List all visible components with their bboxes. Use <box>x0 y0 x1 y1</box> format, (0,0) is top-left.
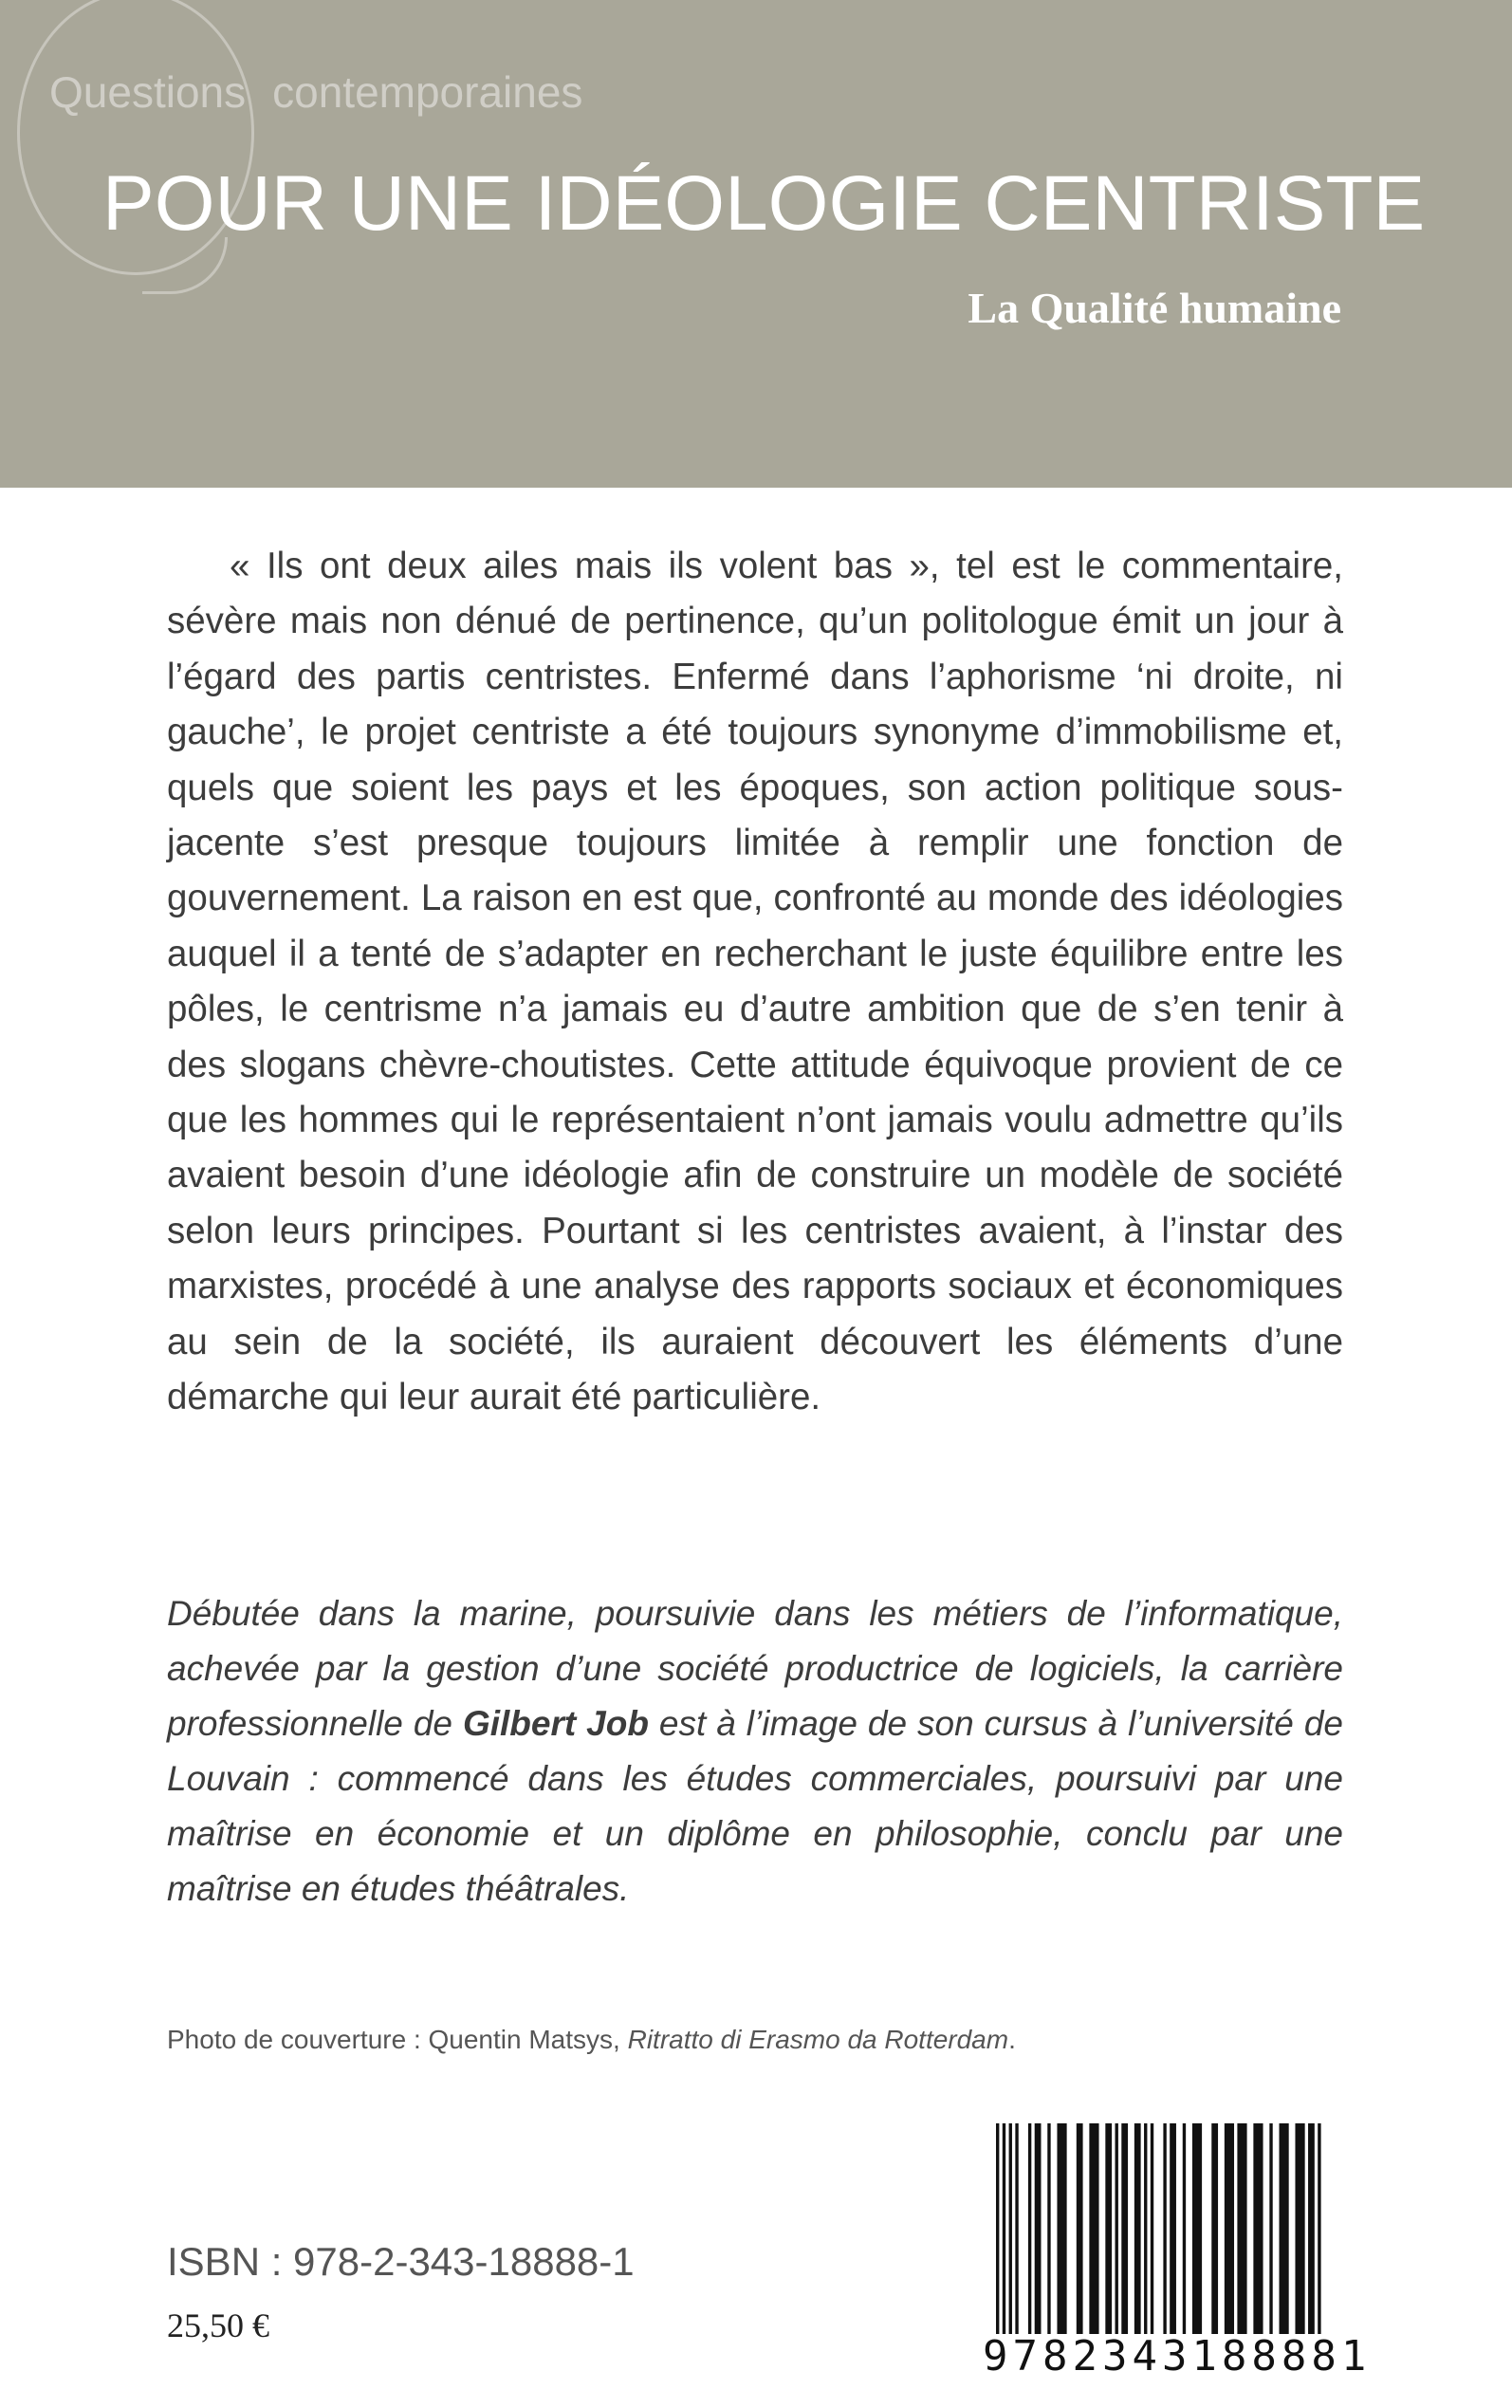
barcode-bar <box>1151 2123 1153 2334</box>
blurb-paragraph: « Ils ont deux ailes mais ils volent bas », tel est le commentaire, sévère mais non dénué de pertinence, qu’un politologue émit un jour à l’égard des partis centristes. Enfermé dans l’aphorisme ‘ni droite, ni gauche’, le projet centriste a été toujours synonyme d’immobilisme et, quels que soient les pays et les époques, son action politique sous-jacente s’est presque toujours limitée à remplir une fonction de gouvernement. La raison en est que, confronté au monde des idéologies auquel il a tenté de s’adapter en recherchant le juste équilibre entre les pôles, le centrisme n’a jamais eu d’autre ambition que de s’en tenir à des slogans chèvre-choutistes. Cette attitude équivoque provient de ce que les hommes qui le représentaient n’ont jamais voulu admettre qu’ils avaient besoin d’une idéologie afin de construire un modèle de société selon leurs principes. Pourtant si les centristes avaient, à l’instar des marxistes, procédé à une analyse des rapports sociaux et économiques au sein de la société, ils auraient découvert les éléments d’une démarche qui leur aurait été particulière. <box>167 546 1343 1418</box>
credit-label: Photo de couverture : Quentin Matsys, <box>167 2025 628 2054</box>
barcode-bar <box>1047 2123 1050 2334</box>
price: 25,50 € <box>167 2306 269 2344</box>
bio-text-after: est à l’image de son cursus à l’université de Louvain : commencé dans les études commerciales, poursuivi par une maîtrise en économie et un diplôme en philosophie, conclu par une maîtrise en études théâtrales. <box>167 1704 1343 1908</box>
bio-text-before: Débutée dans la marine, poursuivie dans les métiers de l’informatique, achevée par la gestion d’une société productrice de logiciels, la carrière professionnelle de <box>167 1594 1343 1743</box>
barcode <box>983 2108 1372 2391</box>
barcode-bar <box>1015 2123 1018 2334</box>
book-title: POUR UNE IDÉOLOGIE CENTRISTE <box>102 160 1426 247</box>
barcode-bar <box>1028 2123 1031 2334</box>
photo-credit <box>167 2025 1016 2055</box>
barcode-bar <box>1225 2123 1234 2334</box>
barcode-bar <box>1170 2123 1176 2334</box>
barcode-bar <box>1237 2123 1246 2334</box>
barcode-bar <box>1253 2123 1263 2334</box>
barcode-bar <box>1295 2123 1304 2334</box>
barcode-bar <box>1057 2123 1066 2334</box>
barcode-bar <box>1009 2123 1012 2334</box>
barcode-bar <box>1089 2123 1098 2334</box>
barcode-bar <box>1269 2123 1272 2334</box>
series-word-1: Questions <box>49 67 247 117</box>
barcode-bar <box>1077 2123 1083 2334</box>
barcode-bar <box>1183 2123 1186 2334</box>
barcode-bar <box>1318 2123 1320 2334</box>
barcode-bar <box>1192 2123 1202 2334</box>
series-word-2: contemporaines <box>272 67 583 117</box>
series-name <box>49 66 582 118</box>
book-subtitle: La Qualité humaine <box>968 284 1341 332</box>
barcode-bars <box>996 2123 1324 2334</box>
barcode-bar <box>996 2123 999 2334</box>
barcode-bar <box>1144 2123 1147 2334</box>
barcode-bar <box>1134 2123 1141 2334</box>
barcode-bar <box>1308 2123 1315 2334</box>
credit-work-title: Ritratto di Erasmo da Rotterdam <box>627 2025 1009 2054</box>
barcode-bar <box>1280 2123 1289 2334</box>
barcode-bar <box>1003 2123 1005 2334</box>
author-name: Gilbert Job <box>462 1704 649 1743</box>
isbn: ISBN : 978-2-343-18888-1 <box>167 2239 635 2284</box>
barcode-bar <box>1163 2123 1166 2334</box>
cover-header <box>0 0 1512 488</box>
barcode-digits: 9782343188881 <box>983 2332 1372 2380</box>
barcode-bar <box>1116 2123 1118 2334</box>
barcode-bar <box>1105 2123 1112 2334</box>
credit-end: . <box>1008 2025 1016 2054</box>
barcode-bar <box>1121 2123 1128 2334</box>
author-bio <box>167 1586 1343 1917</box>
barcode-bar <box>1211 2123 1218 2334</box>
barcode-bar <box>1035 2123 1042 2334</box>
